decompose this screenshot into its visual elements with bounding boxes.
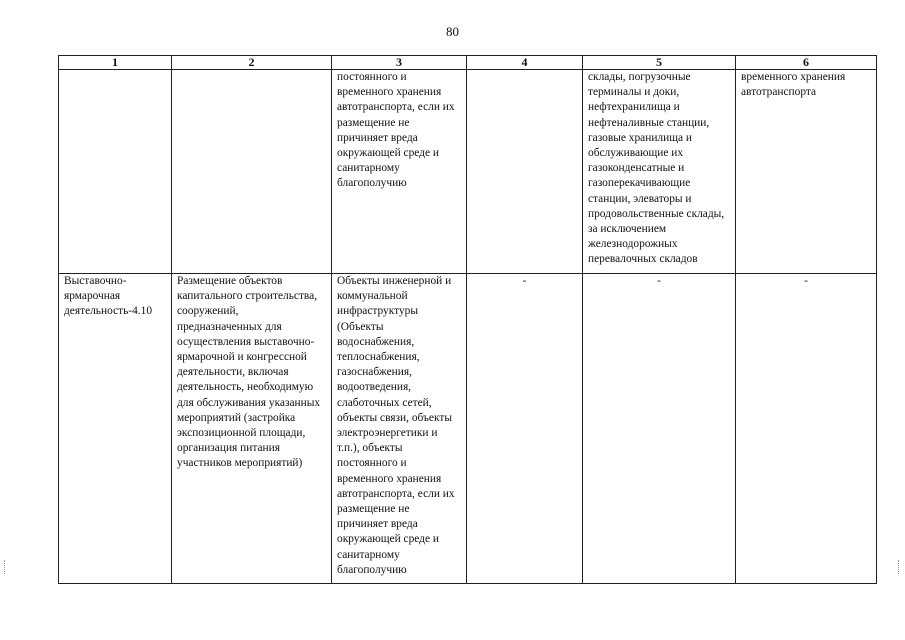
- table-cell: [59, 70, 172, 274]
- scan-margin-mark: [4, 560, 7, 574]
- column-header-1: 1: [59, 56, 172, 70]
- table-cell: [467, 70, 583, 274]
- column-header-5: 5: [583, 56, 736, 70]
- page-number: 80: [446, 24, 459, 39]
- scan-margin-mark: [898, 560, 901, 574]
- table-cell: Выставочно-ярмарочная деятельность-4.10: [59, 274, 172, 584]
- table-cell: -: [583, 274, 736, 584]
- table-header-row: [59, 56, 877, 70]
- column-header-2: 2: [172, 56, 332, 70]
- table-cell: склады, погрузочные терминалы и доки, нефтехранилища и нефтеналивные станции, газовые хранилища и обслуживающие их газоконденсатные и газоперекачивающие станции, элеваторы и продовольственные склады, за исключением железнодорожных перевалочных складов: [583, 70, 736, 274]
- table-cell: -: [467, 274, 583, 584]
- table-cell: [172, 70, 332, 274]
- table-cell: Размещение объектов капитального строительства, сооружений, предназначенных для осуществления выставочно-ярмарочной и конгрессной деятельности, включая деятельность, необходимую для обслуживания указанных мероприятий (застройка экспозиционной площади, организация питания участников мероприятий): [172, 274, 332, 584]
- column-header-3: 3: [332, 56, 467, 70]
- table-cell: Объекты инженерной и коммунальной инфраструктуры (Объекты водоснабжения, теплоснабжения, газоснабжения, водоотведения, слаботочных сетей, объекты связи, объекты электроэнергетики и т.п.), объекты постоянного и временного хранения автотранспорта, если их размещение не причиняет вреда окружающей среде и санитарному благополучию: [332, 274, 467, 584]
- table-row: [59, 274, 877, 584]
- column-header-6: 6: [736, 56, 877, 70]
- table-row: [59, 70, 877, 274]
- table-cell: постоянного и временного хранения автотранспорта, если их размещение не причиняет вреда окружающей среде и санитарному благополучию: [332, 70, 467, 274]
- column-header-4: 4: [467, 56, 583, 70]
- table-cell: -: [736, 274, 877, 584]
- regulations-table: [58, 55, 877, 584]
- table-cell: временного хранения автотранспорта: [736, 70, 877, 274]
